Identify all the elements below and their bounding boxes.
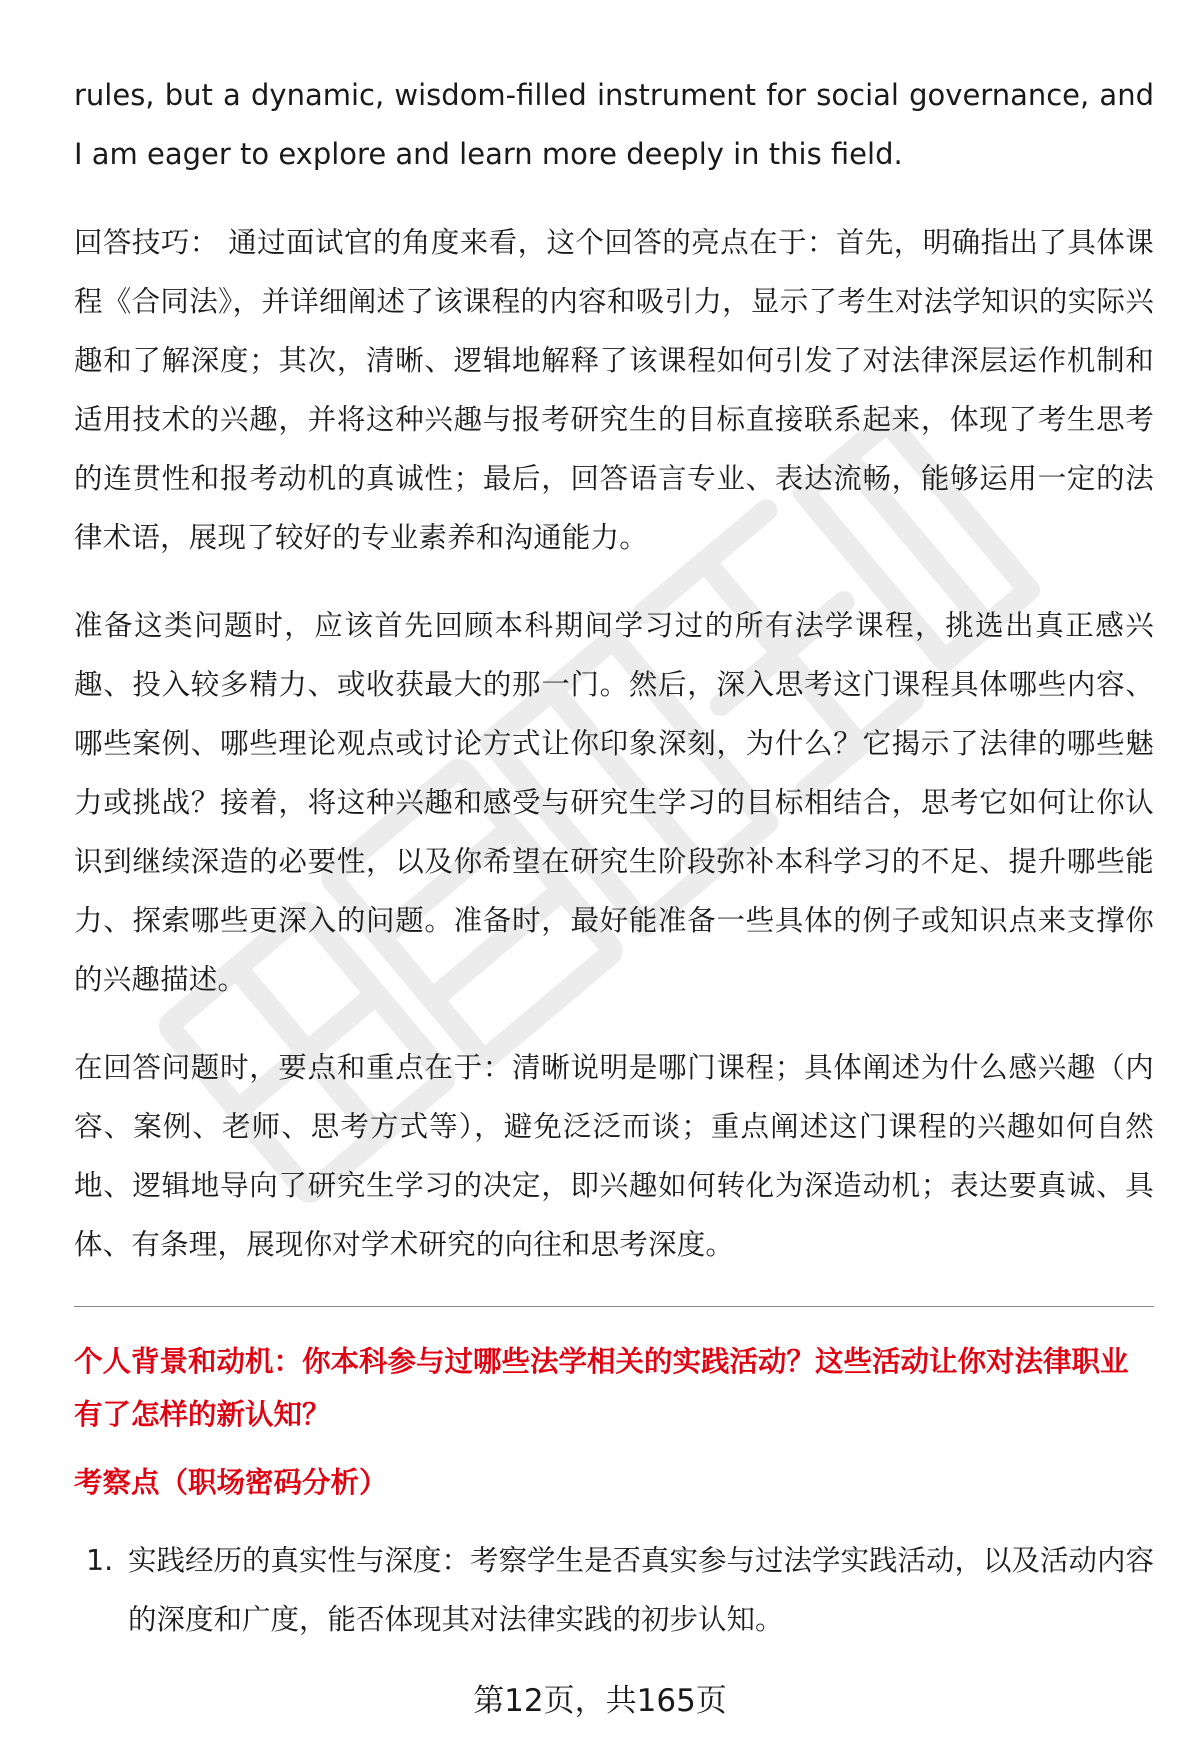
list-item-text: 实践经历的真实性与深度：考察学生是否真实参与过法学实践活动，以及活动内容的深度和广度，能否体现其对法律实践的初步认知。 bbox=[128, 1544, 1155, 1636]
list-item bbox=[74, 1531, 1154, 1649]
list-item-number: 1. bbox=[86, 1544, 114, 1577]
paragraph-key-points: 在回答问题时，要点和重点在于：清晰说明是哪门课程；具体阐述为什么感兴趣（内容、案例、老师、思考方式等），避免泛泛而谈；重点阐述这门课程的兴趣如何自然地、逻辑地导向了研究生学习的决定，即兴趣如何转化为深造动机；表达要真诚、具体、有条理，展现你对学术研究的向往和思考深度。 bbox=[74, 1051, 1154, 1261]
main-content bbox=[74, 66, 1154, 1649]
paragraph-english-continuation: rules, but a dynamic, wisdom-filled instrument for social governance, and I am eager to explore and learn more deeply in this field. bbox=[74, 78, 1154, 171]
interview-question: 个人背景和动机：你本科参与过哪些法学相关的实践活动？这些活动让你对法律职业有了怎样的新认知？ bbox=[74, 1345, 1129, 1431]
paragraph-answer-tips: 回答技巧： 通过面试官的角度来看，这个回答的亮点在于：首先，明确指出了具体课程《合同法》，并详细阐述了该课程的内容和吸引力，显示了考生对法学知识的实际兴趣和了解深度；其次，清晰、逻辑地解释了该课程如何引发了对法律深层运作机制和适用技术的兴趣，并将这种兴趣与报考研究生的目标直接联系起来，体现了考生思考的连贯性和报考动机的真诚性；最后，回答语言专业、表达流畅，能够运用一定的法律术语，展现了较好的专业素养和沟通能力。 bbox=[74, 226, 1154, 554]
assessment-points-heading: 考察点（职场密码分析） bbox=[74, 1466, 388, 1499]
page-number-footer: 第12页，共165页 bbox=[473, 1683, 727, 1719]
assessment-points-list bbox=[74, 1531, 1154, 1649]
section-divider bbox=[74, 1306, 1154, 1307]
paragraph-preparation: 准备这类问题时，应该首先回顾本科期间学习过的所有法学课程，挑选出真正感兴趣、投入较多精力、或收获最大的那一门。然后，深入思考这门课程具体哪些内容、哪些案例、哪些理论观点或讨论方式让你印象深刻，为什么？它揭示了法律的哪些魅力或挑战？接着，将这种兴趣和感受与研究生学习的目标相结合，思考它如何让你认识到继续深造的必要性，以及你希望在研究生阶段弥补本科学习的不足、提升哪些能力、探索哪些更深入的问题。准备时，最好能准备一些具体的例子或知识点来支撑你的兴趣描述。 bbox=[74, 609, 1154, 996]
